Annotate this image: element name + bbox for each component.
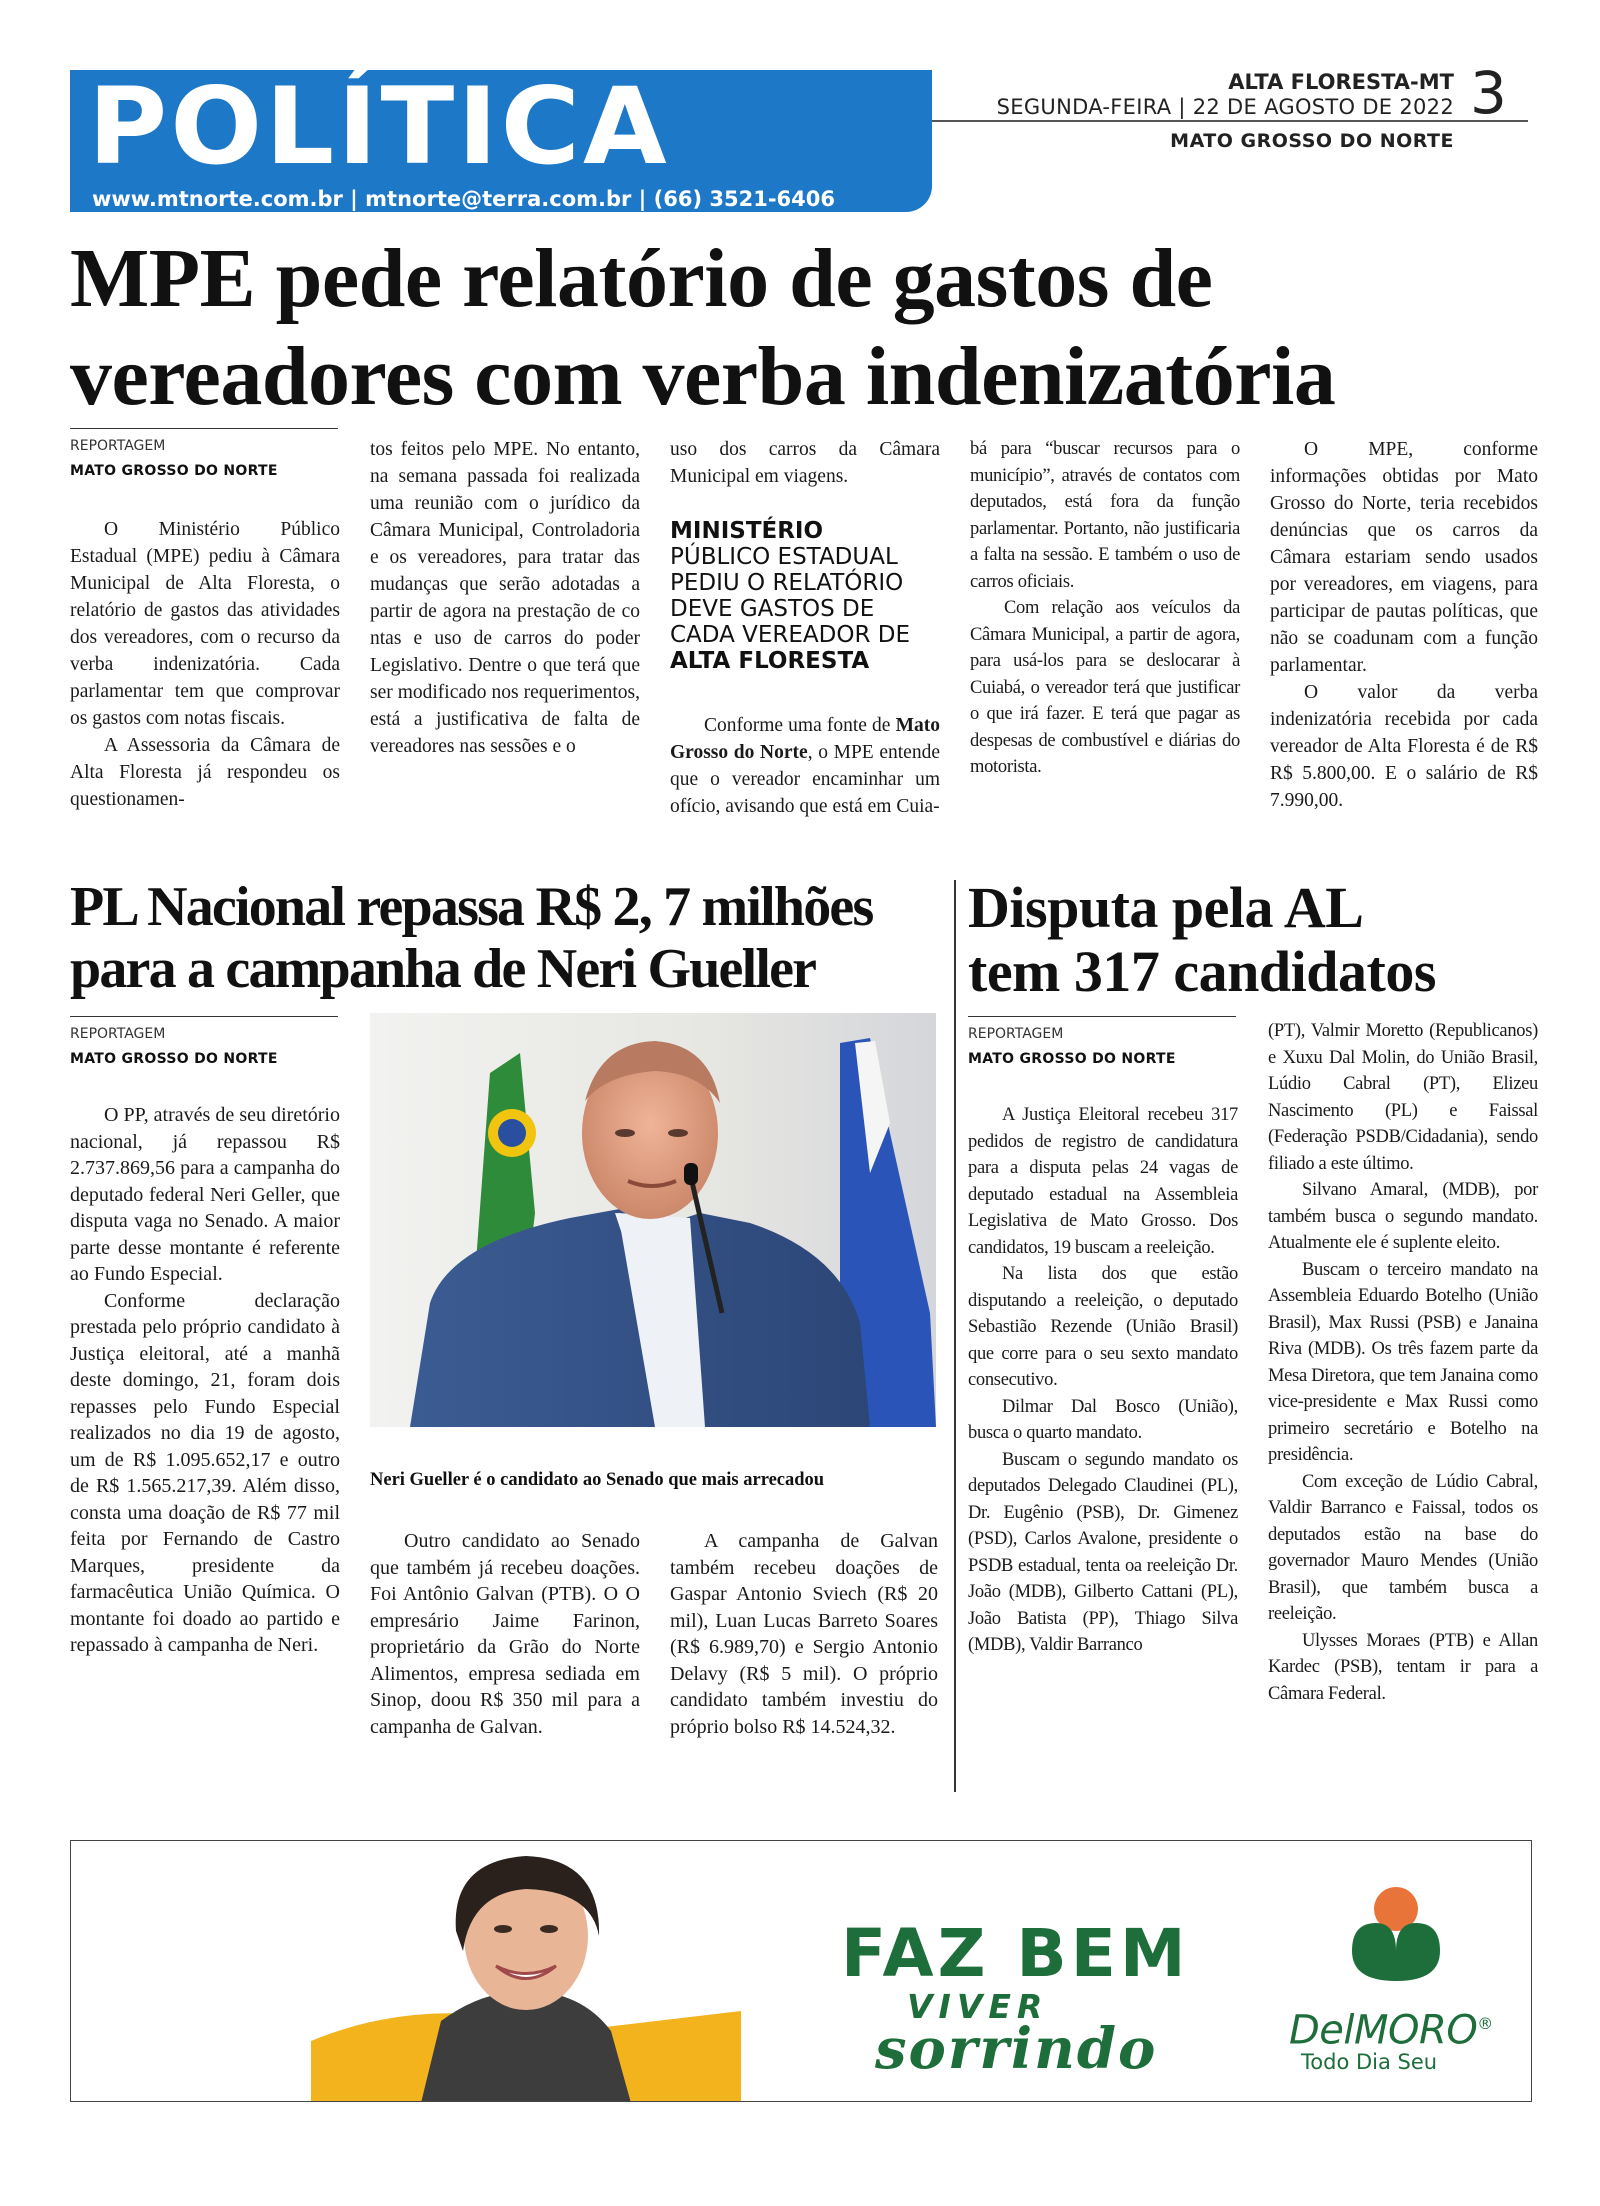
headline-line: Disputa pela AL bbox=[968, 875, 1364, 940]
paragraph: Ulysses Moraes (PTB) e Allan Kardec (PSB), tentam ir para a Câmara Federal. bbox=[1268, 1630, 1538, 1704]
paragraph: tos feitos pelo MPE. No entanto, na semana passada foi realizada uma reunião com o jurídico da Câmara Municipal, Controladoria e os vereadores, para tratar das mudanças que serão adotadas a partir de agora na prestação de co ntas e uso de carros do poder Legislativo. Dentre o que terá que ser modificado nos requerimentos, está a justificativa de falta de vereadores nas sessões e o bbox=[370, 439, 640, 757]
paragraph: Com exceção de Lúdio Cabral, Valdir Barranco e Faissal, todos os deputados estão na base do governador Mauro Mendes (União Brasil), que também busca a reeleição. bbox=[1268, 1471, 1538, 1624]
article1-column-2 bbox=[370, 436, 640, 760]
newspaper-name: MATO GROSSO DO NORTE bbox=[1170, 130, 1454, 152]
paragraph: Na lista dos que estão disputando a reeleição, o deputado Sebastião Rezende (União Brasil) que corre para o seu sexto mandato consecutivo. bbox=[968, 1264, 1238, 1390]
paragraph: Conforme declaração prestada pelo próprio candidato à Justiça eleitoral, até a manhã deste domingo, 21, foram dois repasses pelo Fundo Especial realizados no dia 19 de agosto, um de R$ 1.095.652,17 e outro de R$ 1.565.217,39. Além disso, consta uma doação de R$ 77 mil feita por Fernando de Castro Marques, presidente da farmacêutica União Química. O montante foi doado ao partido e repassado à campanha de Neri. bbox=[70, 1289, 340, 1656]
edition-city: ALTA FLORESTA-MT bbox=[1228, 70, 1454, 94]
brand-text: DelMORO bbox=[1289, 2007, 1478, 2054]
headline-line: PL Nacional repassa R$ 2, 7 milhões bbox=[70, 876, 873, 938]
text-span: Conforme uma fonte de bbox=[704, 715, 896, 736]
pull-quote bbox=[670, 518, 940, 674]
article2-column-3 bbox=[670, 1528, 938, 1740]
byline-name: MATO GROSSO DO NORTE bbox=[70, 463, 278, 479]
ad-slogan: FAZ BEM bbox=[841, 1915, 1190, 1992]
paragraph: A Justiça Eleitoral recebeu 317 pedidos de registro de candidatura para a disputa pelas 24 vagas de deputado estadual na Assembleia Legislativa de Mato Grosso. Dos candidatos, 19 buscam a reeleição. bbox=[968, 1105, 1238, 1258]
paragraph bbox=[670, 712, 940, 820]
article2-headline bbox=[70, 876, 950, 1000]
text-span: , o MPE entende que o vereador encaminhar um ofício, avisando que está em Cuia- bbox=[670, 742, 940, 817]
byline-label: REPORTAGEM bbox=[70, 438, 166, 454]
paragraph: A Assessoria da Câmara de Alta Floresta já respondeu os questionamen- bbox=[70, 735, 340, 810]
byline bbox=[70, 428, 338, 481]
ad-slogan: VIVER bbox=[907, 1987, 1049, 2026]
paragraph: uso dos carros da Câmara Municipal em viagens. bbox=[670, 439, 940, 487]
masthead-rule bbox=[932, 120, 1528, 122]
paragraph: Buscam o segundo mandato os deputados Delegado Claudinei (PL), Dr. Eugênio (PSB), Dr. Gimenez (PSD), Carlos Avalone, presidente o PSDB estadual, tenta oa reeleição Dr. João (MDB), Gilberto Cattani (PL), João Batista (PP), Thiago Silva (MDB), Valdir Barranco bbox=[968, 1449, 1238, 1655]
byline-name: MATO GROSSO DO NORTE bbox=[968, 1051, 1176, 1067]
pull-quote-text: PÚBLICO ESTADUAL PEDIU O RELATÓRIO DEVE GASTOS DE CADA VEREADOR DE bbox=[670, 544, 911, 648]
paragraph: O valor da verba indenizatória recebida por cada vereador de Alta Floresta é de R$ R$ 5.800,00. E o salário de R$ 7.990,00. bbox=[1270, 682, 1538, 811]
ad-tagline: Todo Dia Seu bbox=[1301, 2050, 1438, 2074]
ad-slogan: sorrindo bbox=[875, 2016, 1158, 2082]
pull-quote-lead: MINISTÉRIO bbox=[670, 518, 824, 544]
delmoro-logo-icon bbox=[1346, 1881, 1446, 1991]
byline-label: REPORTAGEM bbox=[70, 1026, 166, 1042]
registered-mark: ® bbox=[1477, 2014, 1493, 2033]
paragraph: bá para “buscar recursos para o município”, através de contatos com deputados, está fora da função parlamentar. Portanto, não justificaria a falta na sessão. E também o uso de carros oficiais. bbox=[970, 439, 1240, 592]
byline bbox=[70, 1016, 338, 1069]
article1-column-3 bbox=[670, 436, 940, 820]
edition-info bbox=[997, 70, 1454, 120]
ad-brand-name bbox=[1289, 2001, 1493, 2053]
article3-column-1 bbox=[968, 1102, 1238, 1659]
section-title: POLÍTICA bbox=[88, 65, 670, 188]
article2-column-1 bbox=[70, 1102, 340, 1659]
paragraph: O PP, através de seu diretório nacional, já repassou R$ 2.737.869,56 para a campanha do deputado federal Neri Geller, que disputa vaga no Senado. A maior parte desse montante é referente ao Fundo Especial. bbox=[70, 1104, 340, 1285]
advertisement[interactable] bbox=[70, 1840, 1532, 2102]
article3-column-2 bbox=[1268, 1018, 1538, 1707]
paragraph: Com relação aos veículos da Câmara Municipal, a partir de agora, para usá-los para se deslocarar à Cuiabá, o vereador terá que justificar o que irá fazer. E terá que pagar as despesas de combustível e diárias do motorista. bbox=[970, 598, 1240, 777]
byline-label: REPORTAGEM bbox=[968, 1026, 1064, 1042]
edition-date: SEGUNDA-FEIRA | 22 DE AGOSTO DE 2022 bbox=[996, 95, 1454, 119]
pull-quote-end: ALTA FLORESTA bbox=[670, 648, 870, 674]
article3-headline bbox=[968, 876, 1538, 1004]
photo-caption: Neri Gueller é o candidato ao Senado que mais arrecadou bbox=[370, 1470, 825, 1490]
headline-line: tem 317 candidatos bbox=[968, 939, 1436, 1004]
paragraph: O MPE, conforme informações obtidas por Mato Grosso do Norte, teria recebidos denúncias que os carros da Câmara estariam sendo usados por vereadores, em viagens, para participar de pautas políticas, que não se coadunam com a função parlamentar. bbox=[1270, 439, 1538, 676]
article1-column-5 bbox=[1270, 436, 1538, 814]
page-number: 3 bbox=[1470, 59, 1507, 127]
paragraph: Outro candidato ao Senado que também já recebeu doações. Foi Antônio Galvan (PTB). O O empresário Jaime Farinon, proprietário da Grão do Norte Alimentos, empresa sediada em Sinop, doou R$ 350 mil para a campanha de Galvan. bbox=[370, 1530, 640, 1738]
paragraph: A campanha de Galvan também recebeu doações de Gaspar Antonio Sviech (R$ 20 mil), Luan Lucas Barreto Soares (R$ 6.989,70) e Sergio Antonio Delavy (R$ 5 mil). O próprio candidato também investiu do próprio bolso R$ 14.524,32. bbox=[670, 1530, 938, 1738]
byline bbox=[968, 1016, 1236, 1069]
paragraph: O Ministério Público Estadual (MPE) pediu à Câmara Municipal de Alta Floresta, o relatório de gastos das atividades dos vereadores, com o recurso da verba indenizatória. Cada parlamentar tem que comprovar os gastos com notas fiscais. bbox=[70, 519, 340, 729]
paragraph: Silvano Amaral, (MDB), por também busca o segundo mandato. Atualmente ele é suplente eleito. bbox=[1268, 1180, 1538, 1253]
article1-column-4 bbox=[970, 436, 1240, 781]
ad-model-photo bbox=[311, 1841, 741, 2102]
article2-column-2 bbox=[370, 1528, 640, 1740]
candidate-photo bbox=[370, 1013, 936, 1427]
byline-name: MATO GROSSO DO NORTE bbox=[70, 1051, 278, 1067]
paragraph: (PT), Valmir Moretto (Republicanos) e Xuxu Dal Molin, do União Brasil, Lúdio Cabral (PT), Elizeu Nascimento (PL) e Faissal (Federação PSDB/Cidadania), sendo filiado a este último. bbox=[1268, 1021, 1538, 1174]
article1-column-1 bbox=[70, 516, 340, 813]
paragraph: Buscam o terceiro mandato na Assembleia Eduardo Botelho (União Brasil), Max Russi (PSB) e Janaina Riva (MDB). Os três fazem parte da Mesa Diretora, que tem Janaina como vice-presidente e Max Russi como primeiro secretário e Botelho na presidência. bbox=[1268, 1259, 1538, 1465]
column-divider bbox=[954, 880, 956, 1792]
paragraph: Dilmar Dal Bosco (União), busca o quarto mandato. bbox=[968, 1396, 1238, 1443]
contact-line: www.mtnorte.com.br | mtnorte@terra.com.br | (66) 3521-6406 bbox=[92, 187, 835, 211]
source-name: Mato Grosso do Norte bbox=[670, 715, 940, 763]
headline-line: para a campanha de Neri Gueller bbox=[70, 938, 816, 1000]
main-headline: MPE pede relatório de gastos de vereadores com verba indenizatória bbox=[70, 232, 1336, 423]
